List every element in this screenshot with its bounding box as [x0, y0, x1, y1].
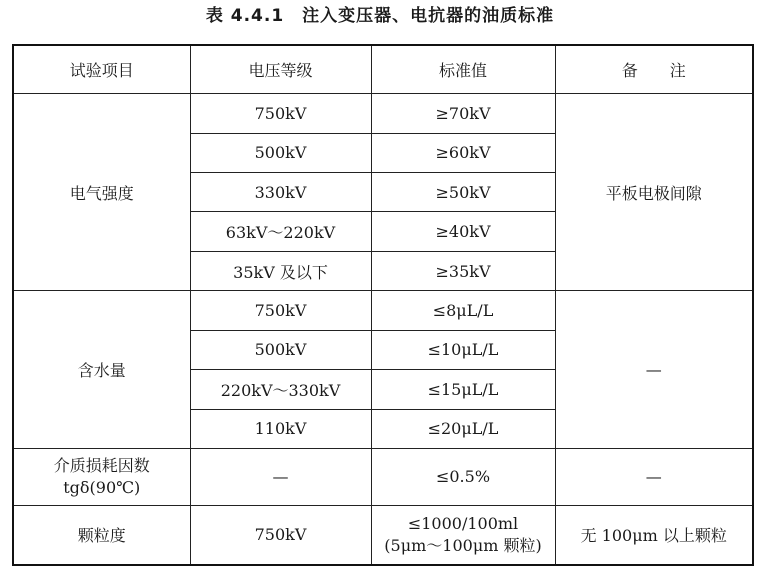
standard-cell: ≤15μL/L	[371, 370, 555, 409]
header-voltage-level: 电压等级	[190, 45, 371, 94]
voltage-cell: 750kV	[190, 291, 371, 330]
table-row	[13, 94, 753, 133]
voltage-cell: 110kV	[190, 409, 371, 448]
standard-cell: ≥60kV	[371, 133, 555, 172]
voltage-cell: 220kV～330kV	[190, 370, 371, 409]
note-electrical-strength: 平板电极间隙	[555, 94, 753, 291]
standard-cell: ≥50kV	[371, 172, 555, 211]
voltage-cell: 750kV	[190, 94, 371, 133]
table-row	[13, 291, 753, 330]
standard-cell: ≤20μL/L	[371, 409, 555, 448]
oil-quality-table	[12, 44, 754, 566]
table-title: 表 4.4.1 注入变压器、电抗器的油质标准	[205, 6, 555, 26]
voltage-cell: 330kV	[190, 172, 371, 211]
voltage-cell: 35kV 及以下	[190, 251, 371, 290]
header-standard-value: 标准值	[371, 45, 555, 94]
header-row	[13, 45, 753, 94]
voltage-cell: —	[190, 449, 371, 506]
standard-line: (5μm～100μm 颗粒)	[384, 535, 542, 555]
table-row	[13, 449, 753, 506]
item-dielectric-loss	[13, 449, 190, 506]
item-line: tgδ(90℃)	[63, 477, 141, 497]
standard-line: ≤1000/100ml	[407, 513, 519, 533]
standard-cell: ≤10μL/L	[371, 330, 555, 369]
voltage-cell: 500kV	[190, 330, 371, 369]
voltage-cell: 63kV～220kV	[190, 212, 371, 251]
item-particle-size: 颗粒度	[13, 505, 190, 565]
header-test-item: 试验项目	[13, 45, 190, 94]
item-electrical-strength: 电气强度	[13, 94, 190, 291]
note-particle-size: 无 100μm 以上颗粒	[555, 505, 753, 565]
standard-cell	[371, 505, 555, 565]
note-water-content: —	[555, 291, 753, 449]
standard-cell: ≤0.5%	[371, 449, 555, 506]
header-remarks: 备 注	[555, 45, 753, 94]
standard-cell: ≥40kV	[371, 212, 555, 251]
standard-cell: ≥70kV	[371, 94, 555, 133]
standard-cell: ≥35kV	[371, 251, 555, 290]
item-water-content: 含水量	[13, 291, 190, 449]
item-line: 介质损耗因数	[53, 455, 150, 475]
standard-cell: ≤8μL/L	[371, 291, 555, 330]
note-dielectric-loss: —	[555, 449, 753, 506]
voltage-cell: 750kV	[190, 505, 371, 565]
voltage-cell: 500kV	[190, 133, 371, 172]
table-row	[13, 505, 753, 565]
